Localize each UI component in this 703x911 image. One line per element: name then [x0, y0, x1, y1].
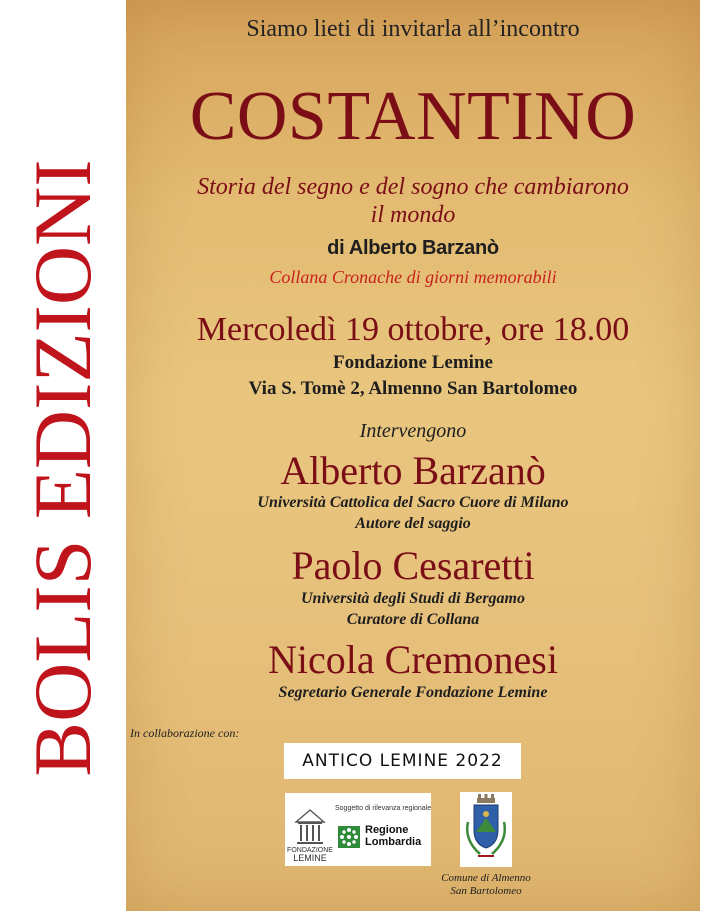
invite-line: Siamo lieti di invitarla all’incontro — [246, 16, 580, 42]
speaker-role: Autore del saggio — [355, 515, 471, 532]
comune-caption — [416, 872, 556, 897]
book-series: Collana Cronache di giorni memorabili — [269, 267, 557, 287]
book-title: COSTANTINO — [189, 78, 637, 155]
collaboration-label: In collaborazione con: — [130, 726, 240, 740]
speaker-role: Curatore di Collana — [346, 611, 480, 628]
event-address: Via S. Tomè 2, Almenno San Bartolomeo — [248, 378, 578, 399]
publisher-logo: BOLIS EDIZIONI — [17, 159, 108, 777]
fondazione-text-line-2: LEMINE — [293, 853, 327, 864]
speaker-affiliation: Università degli Studi di Bergamo — [300, 590, 525, 607]
regione-text-line-2: Lombardia — [365, 835, 422, 848]
comune-crest — [460, 792, 512, 867]
speaker-affiliation: Università Cattolica del Sacro Cuore di Milano — [257, 494, 569, 511]
comune-line-2: San Bartolomeo — [450, 884, 522, 897]
speaker-name: Paolo Cesaretti — [291, 543, 535, 588]
regione-lombardia-text — [365, 825, 421, 848]
comune-line-1: Comune di Almenno — [441, 872, 531, 884]
comune-crest-icon — [460, 792, 512, 867]
regione-text-line-1: Regione — [365, 824, 409, 836]
fondazione-lemine-text — [287, 847, 333, 864]
antico-lemine-logo: ANTICO LEMINE 2022 — [284, 743, 521, 779]
fondazione-text-line-1: FONDAZIONE — [287, 847, 333, 854]
speaker-name: Nicola Cremonesi — [268, 637, 558, 682]
subtitle-line-2: il mondo — [370, 202, 456, 229]
speaker-name: Alberto Barzanò — [280, 448, 546, 493]
event-datetime: Mercoledì 19 ottobre, ore 18.00 — [196, 311, 630, 348]
sidebar — [0, 0, 126, 911]
subtitle-line-1: Storia del segno e del sogno che cambiarono — [197, 174, 629, 200]
partner-logos — [285, 793, 431, 866]
event-venue: Fondazione Lemine — [333, 352, 493, 373]
intervene-label: Intervengono — [359, 420, 467, 442]
invitation-panel — [126, 0, 700, 911]
book-author: di Alberto Barzanò — [327, 237, 499, 259]
speaker-affiliation: Segretario Generale Fondazione Lemine — [278, 684, 548, 701]
regione-caption: Soggetto di rilevanza regionale — [335, 805, 432, 812]
book-subtitle — [126, 173, 700, 230]
regione-lombardia-icon — [338, 826, 360, 848]
